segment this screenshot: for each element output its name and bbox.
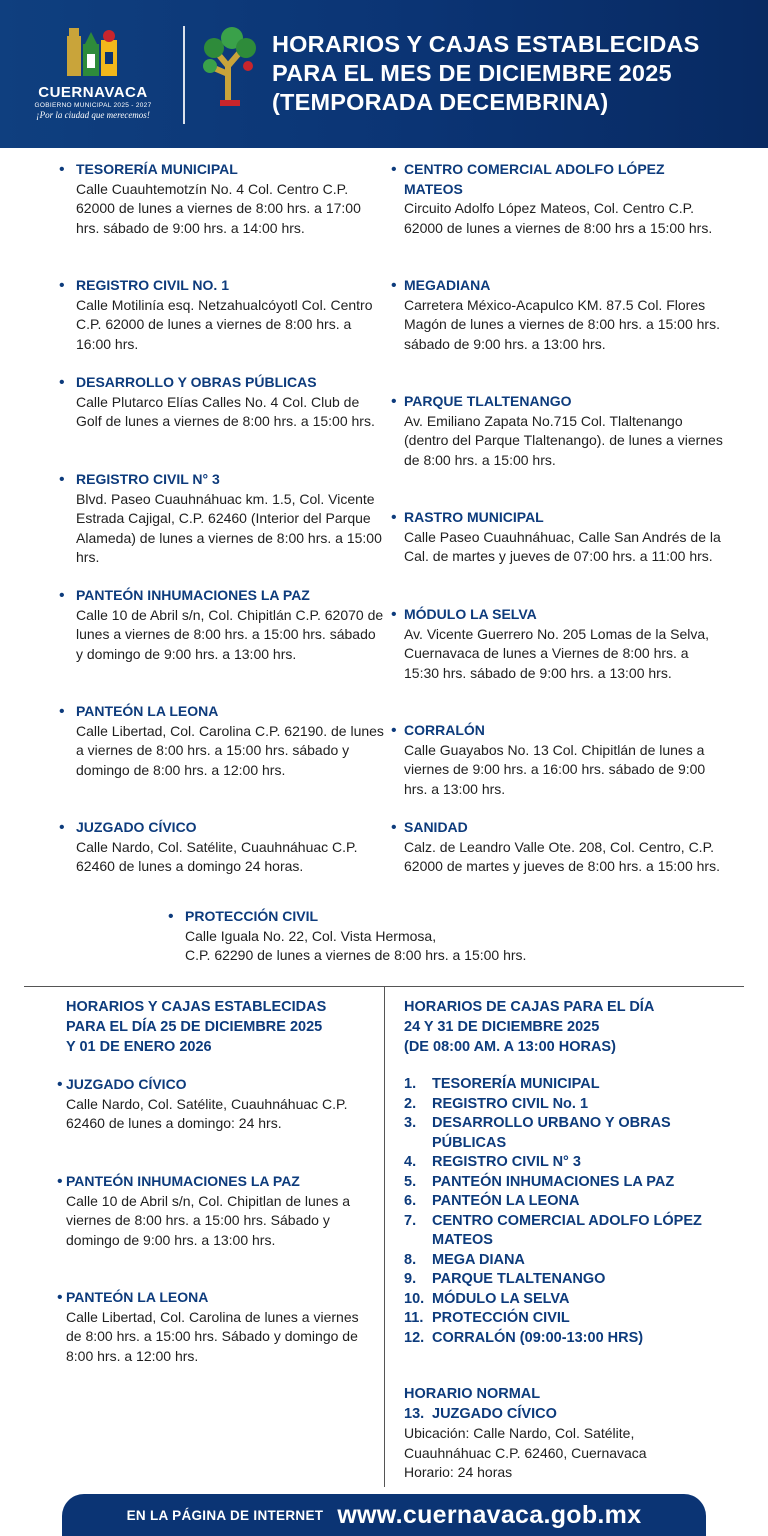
item-label: DESARROLLO URBANO Y OBRAS PÚBLICAS xyxy=(432,1115,671,1151)
list-item xyxy=(404,1270,724,1290)
office-entry-juzgado-civico xyxy=(59,818,386,877)
office-name: CENTRO COMERCIAL ADOLFO LÓPEZ MATEOS xyxy=(404,161,665,197)
item-label: PANTEÓN LA LEONA xyxy=(432,1193,580,1209)
city-name: CUERNAVACA xyxy=(38,84,148,101)
office-name: MEGADIANA xyxy=(404,277,491,293)
item-label: CORRALÓN (09:00-13:00 HRS) xyxy=(432,1329,644,1346)
office-details: Carretera México-Acapulco KM. 87.5 Col. Flores Magón de lunes a viernes de 8:00 hrs. a 15:00 hrs. sábado de 9:00 hrs. a 13:00 hrs. xyxy=(404,296,720,352)
office-entry-centro-comercial xyxy=(391,160,724,238)
normal-hours-details xyxy=(404,1424,724,1483)
item-label: CENTRO COMERCIAL ADOLFO LÓPEZ MATEOS xyxy=(432,1212,702,1248)
normal-hours-item xyxy=(404,1405,557,1425)
list-item xyxy=(404,1095,724,1115)
item-label: JUZGADO CÍVICO xyxy=(432,1406,557,1422)
holiday-title-line-1: HORARIOS Y CAJAS ESTABLECIDAS xyxy=(66,999,327,1015)
item-number: 1. xyxy=(404,1076,417,1092)
list-item xyxy=(404,1075,724,1095)
bullet-icon: • xyxy=(168,908,174,925)
bullet-icon: • xyxy=(59,587,65,604)
office-details: Calle Motilinía esq. Netzahualcóyotl Col. Centro C.P. 62000 de lunes a viernes de 8:00 hrs. a 16:00 hrs. xyxy=(76,296,373,352)
item-number: 5. xyxy=(404,1173,417,1190)
government-line: GOBIERNO MUNICIPAL 2025 - 2027 xyxy=(34,102,152,109)
office-details: Av. Vicente Guerrero No. 205 Lomas de la Selva, Cuernavaca de lunes a Viernes de 8:00 hrs. a 15:30 hrs. sábado de 9:00 hrs. a 13:00 hrs. xyxy=(404,625,710,681)
cuernavaca-logo xyxy=(18,22,168,132)
office-details: Calle Paseo Cuauhnáhuac, Calle San Andrés de la Cal. de martes y jueves de 07:00 hrs. a 11:00 hrs. xyxy=(404,528,721,564)
holiday-entry-panteon-la-paz xyxy=(57,1172,366,1250)
office-name: PANTEÓN LA LEONA xyxy=(76,703,219,719)
item-number: 3. xyxy=(404,1115,417,1131)
office-details: Circuito Adolfo López Mateos, Col. Centro C.P. 62000 de lunes a viernes de 8:00 hrs a 15:00 hrs. xyxy=(404,200,713,236)
office-entry-tesoreria xyxy=(59,160,386,238)
holiday-title-line-3: Y 01 DE ENERO 2026 xyxy=(66,1039,212,1055)
office-name: PROTECCIÓN CIVIL xyxy=(185,908,319,924)
office-name: REGISTRO CIVIL NO. 1 xyxy=(76,277,229,293)
item-number: 9. xyxy=(404,1271,417,1287)
column-divider xyxy=(384,987,385,1487)
tree-icon xyxy=(200,26,262,106)
bullet-icon: • xyxy=(391,606,397,623)
eve-title-line-1: HORARIOS DE CAJAS PARA EL DÍA xyxy=(404,999,655,1015)
bullet-icon: • xyxy=(59,161,65,178)
list-item xyxy=(404,1153,724,1173)
holiday-entry-juzgado-civico xyxy=(57,1075,366,1134)
office-details: Calle Libertad, Col. Carolina de lunes a viernes de 8:00 hrs. a 15:00 hrs. Sábado y domingo de 8:00 hrs. a 12:00 hrs. xyxy=(66,1308,359,1364)
bullet-icon: • xyxy=(391,277,397,294)
office-name: REGISTRO CIVIL N° 3 xyxy=(76,471,220,487)
holiday-section-title xyxy=(66,997,376,1057)
details-line-1: Ubicación: Calle Nardo, Col. Satélite, xyxy=(404,1425,635,1441)
office-name: PANTEÓN INHUMACIONES LA PAZ xyxy=(66,1173,300,1189)
item-label: REGISTRO CIVIL No. 1 xyxy=(432,1095,589,1112)
bullet-icon: • xyxy=(391,509,397,526)
website-link[interactable]: www.cuernavaca.gob.mx xyxy=(337,1500,642,1529)
bullet-icon: • xyxy=(391,161,397,178)
bullet-icon: • xyxy=(57,1289,63,1306)
item-label: PANTEÓN INHUMACIONES LA PAZ xyxy=(432,1173,675,1190)
bullet-icon: • xyxy=(59,819,65,836)
bullet-icon: • xyxy=(59,277,65,294)
office-entry-modulo-la-selva xyxy=(391,605,724,683)
office-name: TESORERÍA MUNICIPAL xyxy=(76,161,238,177)
list-item xyxy=(404,1290,724,1310)
title-line-3: (TEMPORADA DECEMBRINA) xyxy=(272,89,609,115)
office-name: JUZGADO CÍVICO xyxy=(66,1076,187,1092)
item-label: TESORERÍA MUNICIPAL xyxy=(432,1076,600,1092)
eve-title-line-2: 24 Y 31 DE DICIEMBRE 2025 xyxy=(404,1019,600,1035)
item-label: MEGA DIANA xyxy=(432,1251,525,1268)
office-details-line-2: C.P. 62290 de lunes a viernes de 8:00 hrs. a 15:00 hrs. xyxy=(185,947,527,963)
office-details: Calle Cuauhtemotzín No. 4 Col. Centro C.P. 62000 de lunes a viernes de 8:00 hrs. a 17:00 hrs. sábado de 9:00 hrs. a 14:00 hrs. xyxy=(76,180,361,236)
office-details: Calle Plutarco Elías Calles No. 4 Col. Club de Golf de lunes a viernes de 8:00 hrs. a 15:00 hrs. xyxy=(76,393,375,429)
header-banner xyxy=(0,0,768,148)
list-item xyxy=(404,1173,724,1193)
office-entry-desarrollo-obras xyxy=(59,373,386,432)
office-details: Calle Guayabos No. 13 Col. Chipitlán de lunes a viernes de 9:00 hrs. a 16:00 hrs. sábado de 9:00 hrs. a 13:00 hrs. xyxy=(404,741,706,797)
item-number: 11. xyxy=(404,1310,424,1326)
item-number: 8. xyxy=(404,1251,417,1268)
bullet-icon: • xyxy=(391,722,397,739)
bullet-icon: • xyxy=(391,393,397,410)
eve-section-title xyxy=(404,997,724,1057)
bullet-icon: • xyxy=(59,374,65,391)
footer-label: EN LA PÁGINA DE INTERNET xyxy=(126,1507,324,1523)
office-name: PARQUE TLALTENANGO xyxy=(404,393,572,409)
office-details-line-1: Calle Iguala No. 22, Col. Vista Hermosa, xyxy=(185,927,437,944)
office-details: Av. Emiliano Zapata No.715 Col. Tlaltenango (dentro del Parque Tlaltenango). de lunes a viernes de 8:00 hrs. a 15:00 hrs. xyxy=(404,412,723,468)
office-name: PANTEÓN INHUMACIONES LA PAZ xyxy=(76,587,310,603)
bullet-icon: • xyxy=(391,819,397,836)
office-entry-parque-tlaltenango xyxy=(391,392,724,470)
office-entry-sanidad xyxy=(391,818,724,877)
office-entry-proteccion-civil xyxy=(168,907,705,966)
office-entry-rastro-municipal xyxy=(391,508,724,567)
page-title xyxy=(272,30,762,117)
bullet-icon: • xyxy=(59,471,65,488)
title-line-1: HORARIOS Y CAJAS ESTABLECIDAS xyxy=(272,31,700,57)
normal-hours-title: HORARIO NORMAL xyxy=(404,1386,541,1402)
item-number: 10. xyxy=(404,1290,425,1307)
item-label: PARQUE TLALTENANGO xyxy=(432,1271,606,1287)
item-number: 7. xyxy=(404,1212,417,1229)
bullet-icon: • xyxy=(57,1173,63,1190)
office-details: Calz. de Leandro Valle Ote. 208, Col. Centro, C.P. 62000 de martes y jueves de 8:00 hrs. a 15:00 hrs. xyxy=(404,838,720,874)
holiday-title-line-2: PARA EL DÍA 25 DE DICIEMBRE 2025 xyxy=(66,1019,323,1035)
office-name: DESARROLLO Y OBRAS PÚBLICAS xyxy=(76,374,317,390)
office-name: PANTEÓN LA LEONA xyxy=(66,1289,209,1305)
holiday-entry-panteon-la-leona xyxy=(57,1288,366,1366)
list-item xyxy=(404,1309,724,1329)
office-details: Blvd. Paseo Cuauhnáhuac km. 1.5, Col. Vicente Estrada Cajigal, C.P. 62460 (Interior del Parque Alameda) de lunes a viernes de 8:00 hrs. a 15:00 hrs. xyxy=(76,490,382,565)
office-entry-panteon-la-leona xyxy=(59,702,386,780)
bullet-icon: • xyxy=(59,703,65,720)
item-label: PROTECCIÓN CIVIL xyxy=(432,1310,570,1326)
header-divider xyxy=(183,26,185,124)
footer-banner xyxy=(62,1494,706,1536)
item-number: 4. xyxy=(404,1154,417,1170)
item-number: 12. xyxy=(404,1329,425,1346)
office-name: MÓDULO LA SELVA xyxy=(404,606,537,622)
office-name: CORRALÓN xyxy=(404,722,485,738)
details-line-2: Cuauhnáhuac C.P. 62460, Cuernavaca xyxy=(404,1444,647,1461)
coat-of-arms-icon xyxy=(63,22,123,82)
eve-title-line-3: (DE 08:00 AM. A 13:00 HORAS) xyxy=(404,1039,616,1055)
office-details: Calle Nardo, Col. Satélite, Cuauhnáhuac C.P. 62460 de lunes a domingo 24 horas. xyxy=(76,838,358,874)
office-details: Calle 10 de Abril s/n, Col. Chipitlán C.P. 62070 de lunes a viernes de 8:00 hrs. a 15:00 hrs. sábado y domingo de 9:00 hrs. a 13:00 hrs. xyxy=(76,606,384,662)
bullet-icon: • xyxy=(57,1076,63,1093)
office-entry-registro-civil-1 xyxy=(59,276,386,354)
office-details: Calle Nardo, Col. Satélite, Cuauhnáhuac C.P. 62460 de lunes a domingo: 24 hrs. xyxy=(66,1095,348,1131)
item-number: 13. xyxy=(404,1406,425,1422)
item-label: REGISTRO CIVIL N° 3 xyxy=(432,1154,581,1170)
office-entry-panteon-la-paz xyxy=(59,586,386,664)
list-item xyxy=(404,1329,724,1349)
list-item xyxy=(404,1114,724,1153)
eve-office-list xyxy=(404,1075,724,1348)
list-item xyxy=(404,1251,724,1271)
item-number: 6. xyxy=(404,1193,417,1209)
office-entry-corralon xyxy=(391,721,724,799)
title-line-2: PARA EL MES DE DICIEMBRE 2025 xyxy=(272,60,672,86)
office-entry-megadiana xyxy=(391,276,724,354)
office-name: SANIDAD xyxy=(404,819,468,835)
item-label: MÓDULO LA SELVA xyxy=(432,1290,570,1307)
slogan: ¡Por la ciudad que merecemos! xyxy=(36,110,150,120)
office-details: Calle 10 de Abril s/n, Col. Chipitlan de lunes a viernes de 8:00 hrs. a 15:00 hrs. Sábado y domingo de 9:00 hrs. a 13:00 hrs. xyxy=(66,1192,351,1248)
list-item xyxy=(404,1192,724,1212)
item-number: 2. xyxy=(404,1095,417,1112)
list-item xyxy=(404,1212,724,1251)
office-name: RASTRO MUNICIPAL xyxy=(404,509,544,525)
office-name: JUZGADO CÍVICO xyxy=(76,819,197,835)
office-details: Calle Libertad, Col. Carolina C.P. 62190. de lunes a viernes de 8:00 hrs. a 15:00 hrs. sábado y domingo de 8:00 hrs. a 12:00 hrs. xyxy=(76,722,384,778)
details-line-3: Horario: 24 horas xyxy=(404,1464,513,1480)
office-entry-registro-civil-3 xyxy=(59,470,386,568)
